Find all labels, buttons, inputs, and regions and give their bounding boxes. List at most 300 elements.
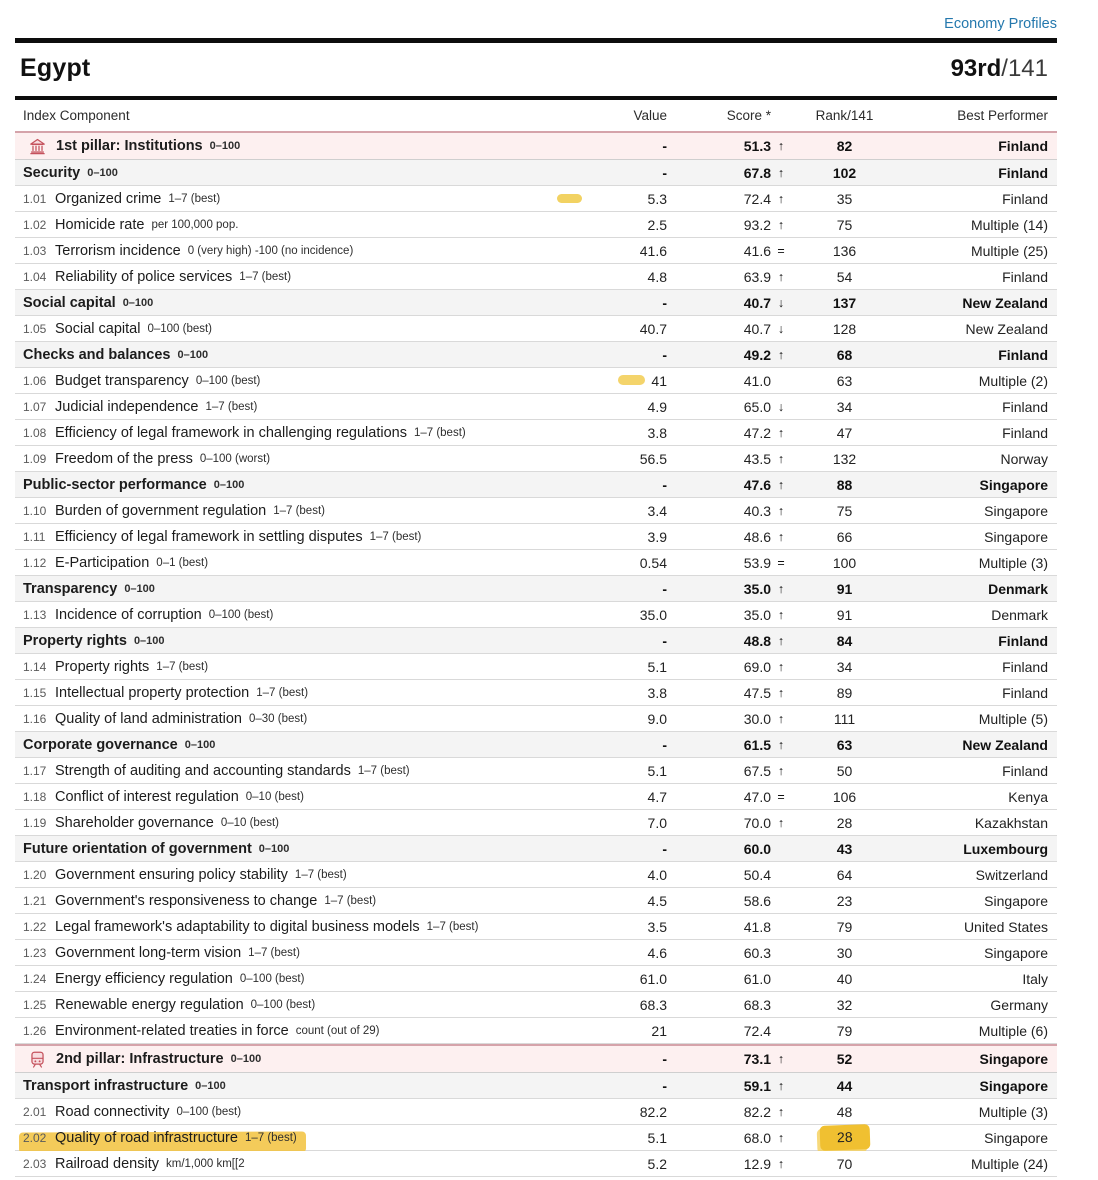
section-row bbox=[15, 342, 1057, 368]
value-cell: 4.6 bbox=[647, 944, 667, 961]
table-row bbox=[15, 602, 1057, 628]
component-cell bbox=[15, 997, 587, 1013]
score-value: 70.0 bbox=[743, 814, 771, 831]
component-number: 1.06 bbox=[23, 373, 47, 388]
score-cell bbox=[667, 477, 787, 493]
value-cell: 5.1 bbox=[647, 658, 667, 675]
rank-cell: 43 bbox=[836, 840, 853, 857]
component-cell bbox=[15, 555, 587, 571]
table-row bbox=[15, 810, 1057, 836]
component-cell bbox=[15, 165, 587, 181]
component-unit: 0–100 bbox=[195, 1079, 226, 1092]
best-performer-cell: Finland bbox=[1002, 658, 1048, 675]
value-cell: 4.5 bbox=[647, 892, 667, 909]
best-performer-cell: Multiple (3) bbox=[978, 554, 1048, 571]
component-cell bbox=[15, 243, 587, 259]
score-value: 49.2 bbox=[743, 346, 771, 363]
trend-up-icon: ↑ bbox=[777, 1104, 785, 1119]
best-performer-cell: Denmark bbox=[991, 606, 1048, 623]
component-number: 1.02 bbox=[23, 217, 47, 232]
best-performer-cell: Singapore bbox=[984, 892, 1048, 909]
rank-cell: 89 bbox=[836, 684, 853, 701]
component-unit: 1–7 (best) bbox=[324, 894, 377, 907]
component-number: 1.23 bbox=[23, 945, 47, 960]
score-cell bbox=[667, 425, 787, 441]
component-label: Efficiency of legal framework in challenging regulations bbox=[55, 424, 407, 441]
value-cell: 4.7 bbox=[647, 788, 667, 805]
score-cell bbox=[667, 373, 787, 389]
score-value: 67.8 bbox=[743, 164, 771, 181]
value-cell: 5.1 bbox=[647, 762, 667, 779]
score-cell bbox=[667, 737, 787, 753]
score-value: 68.0 bbox=[743, 1129, 771, 1146]
rank-cell: 70 bbox=[836, 1155, 853, 1172]
component-number: 2.01 bbox=[23, 1104, 47, 1119]
component-cell bbox=[15, 1050, 587, 1069]
trend-up-icon: ↑ bbox=[777, 269, 785, 284]
component-cell bbox=[15, 945, 587, 961]
score-cell bbox=[667, 997, 787, 1013]
component-cell bbox=[15, 893, 587, 909]
component-unit: 0–100 bbox=[230, 1053, 262, 1065]
best-performer-cell: Singapore bbox=[984, 944, 1048, 961]
value-cell: 5.1 bbox=[647, 1129, 667, 1146]
rank-cell: 132 bbox=[832, 450, 857, 467]
component-unit: 1–7 (best) bbox=[357, 764, 410, 777]
component-unit: 1–7 (best) bbox=[369, 530, 422, 543]
score-cell bbox=[667, 659, 787, 675]
component-unit: 1–7 (best) bbox=[168, 192, 221, 205]
rank-cell: 63 bbox=[836, 372, 853, 389]
component-label: Corporate governance bbox=[23, 736, 178, 753]
component-cell bbox=[15, 503, 587, 519]
trend-up-icon: ↑ bbox=[777, 1156, 785, 1171]
best-performer-cell: Multiple (2) bbox=[978, 372, 1048, 389]
trend-up-icon: ↑ bbox=[777, 659, 785, 674]
score-cell bbox=[667, 789, 787, 805]
component-unit: 0–100 bbox=[87, 166, 118, 179]
component-number: 1.24 bbox=[23, 971, 47, 986]
component-unit: 1–7 (best) bbox=[273, 504, 325, 517]
component-label: Security bbox=[23, 164, 81, 181]
score-value: 93.2 bbox=[743, 216, 771, 233]
section-row bbox=[15, 290, 1057, 316]
component-number: 1.22 bbox=[23, 919, 47, 934]
score-value: 61.5 bbox=[743, 736, 771, 753]
value-cell: - bbox=[662, 138, 667, 154]
table-row bbox=[15, 420, 1057, 446]
trend-up-icon: ↑ bbox=[777, 503, 785, 518]
best-performer-cell: United States bbox=[963, 918, 1048, 935]
score-cell bbox=[667, 1051, 787, 1067]
best-performer-cell: New Zealand bbox=[962, 294, 1048, 311]
rank-cell: 91 bbox=[836, 606, 853, 623]
best-performer-cell: Finland bbox=[1002, 762, 1048, 779]
component-cell bbox=[15, 581, 587, 597]
component-unit: 0–1 (best) bbox=[156, 556, 209, 569]
best-performer-cell: Denmark bbox=[988, 580, 1048, 597]
yellow-highlight-mark bbox=[618, 375, 645, 385]
section-row bbox=[15, 472, 1057, 498]
best-performer-cell: Multiple (25) bbox=[970, 242, 1048, 259]
component-label: Transport infrastructure bbox=[23, 1077, 189, 1094]
rank-cell: 100 bbox=[832, 554, 857, 571]
trend-up-icon: ↑ bbox=[777, 1052, 785, 1066]
table-row bbox=[15, 706, 1057, 732]
trend-up-icon: ↑ bbox=[777, 529, 785, 544]
trend-down-icon: ↓ bbox=[777, 295, 785, 310]
title-row bbox=[15, 43, 1057, 96]
score-cell bbox=[667, 919, 787, 935]
component-number: 1.12 bbox=[23, 555, 47, 570]
component-label: Energy efficiency regulation bbox=[55, 970, 233, 987]
value-cell: 9.0 bbox=[647, 710, 667, 727]
component-unit: 0–100 bbox=[177, 348, 209, 361]
rank-cell: 66 bbox=[836, 528, 853, 545]
component-number: 1.20 bbox=[23, 867, 47, 882]
component-label: 2nd pillar: Infrastructure bbox=[56, 1051, 224, 1067]
component-label: Incidence of corruption bbox=[55, 606, 202, 623]
score-cell bbox=[667, 321, 787, 337]
rank-cell: 88 bbox=[836, 476, 853, 493]
value-cell: 3.5 bbox=[647, 918, 667, 935]
component-unit: 0–100 (best) bbox=[208, 608, 274, 621]
score-cell bbox=[667, 1156, 787, 1172]
table-row bbox=[15, 914, 1057, 940]
trend-up-icon: ↑ bbox=[777, 685, 785, 700]
component-label: Reliability of police services bbox=[55, 268, 233, 285]
score-value: 61.0 bbox=[743, 970, 771, 987]
best-performer-cell: Norway bbox=[1000, 450, 1048, 467]
best-performer-cell: Multiple (3) bbox=[978, 1103, 1048, 1120]
best-performer-cell: Kenya bbox=[1008, 788, 1048, 805]
component-label: Transparency bbox=[23, 580, 118, 597]
component-unit: 1–7 (best) bbox=[248, 946, 300, 959]
best-performer-cell: Multiple (5) bbox=[978, 710, 1048, 727]
rank-cell: 79 bbox=[836, 918, 853, 935]
yellow-highlight-mark: 28 bbox=[819, 1124, 869, 1151]
component-unit: 0–100 (worst) bbox=[199, 452, 271, 465]
component-label: Property rights bbox=[55, 658, 150, 675]
header-value: Value bbox=[633, 108, 667, 123]
component-number: 1.05 bbox=[23, 321, 47, 336]
rank-cell: 68 bbox=[836, 346, 853, 363]
component-label: Quality of land administration bbox=[55, 710, 242, 727]
score-cell bbox=[667, 295, 787, 311]
table-row bbox=[15, 186, 1057, 212]
score-value: 47.6 bbox=[743, 476, 771, 493]
value-cell: - bbox=[662, 736, 667, 753]
rank-cell: 40 bbox=[836, 970, 853, 987]
component-unit: 0–100 (best) bbox=[250, 998, 316, 1011]
overall-rank-total: /141 bbox=[1001, 55, 1048, 82]
header-rank: Rank/141 bbox=[815, 108, 874, 123]
value-cell: - bbox=[662, 1051, 667, 1067]
component-label: Legal framework's adaptability to digital business models bbox=[55, 918, 420, 935]
page-title: Egypt bbox=[20, 54, 91, 82]
table-row bbox=[15, 1125, 1057, 1151]
value-cell: 2.5 bbox=[647, 216, 667, 233]
score-value: 30.0 bbox=[743, 710, 771, 727]
best-performer-cell: Luxembourg bbox=[963, 840, 1048, 857]
best-performer-cell: Switzerland bbox=[975, 866, 1048, 883]
component-label: Railroad density bbox=[55, 1155, 159, 1172]
rank-cell: 63 bbox=[836, 736, 853, 753]
score-value: 60.0 bbox=[743, 840, 771, 857]
score-value: 60.3 bbox=[743, 944, 771, 961]
component-cell bbox=[15, 451, 587, 467]
component-unit: 0–10 (best) bbox=[245, 790, 304, 803]
score-value: 12.9 bbox=[743, 1155, 771, 1172]
score-cell bbox=[667, 269, 787, 285]
component-cell bbox=[15, 1130, 587, 1146]
best-performer-cell: New Zealand bbox=[965, 320, 1048, 337]
table-row bbox=[15, 212, 1057, 238]
component-unit: 0–100 bbox=[124, 582, 155, 595]
table-row bbox=[15, 784, 1057, 810]
component-cell bbox=[15, 425, 587, 441]
value-cell: - bbox=[662, 294, 667, 311]
index-component-table bbox=[15, 100, 1057, 1177]
component-label: Public-sector performance bbox=[23, 476, 207, 493]
section-row bbox=[15, 576, 1057, 602]
value-cell: - bbox=[662, 164, 667, 181]
score-cell bbox=[667, 1078, 787, 1094]
component-cell bbox=[15, 399, 587, 415]
rank-cell: 28 bbox=[836, 814, 853, 831]
rank-cell: 137 bbox=[832, 294, 857, 311]
value-cell: 41 bbox=[651, 372, 667, 389]
trend-up-icon: ↑ bbox=[777, 607, 785, 622]
component-number: 1.08 bbox=[23, 425, 47, 440]
trend-equal-icon: = bbox=[777, 243, 785, 258]
component-cell bbox=[15, 1023, 587, 1039]
trend-equal-icon: = bbox=[777, 789, 785, 804]
trend-up-icon: ↑ bbox=[777, 425, 785, 440]
rank-cell: 34 bbox=[836, 658, 853, 675]
component-number: 1.01 bbox=[23, 191, 47, 206]
score-cell bbox=[667, 867, 787, 883]
component-unit: 0–30 (best) bbox=[249, 712, 308, 725]
component-unit: 0–100 bbox=[122, 296, 154, 309]
section-row bbox=[15, 160, 1057, 186]
best-performer-cell: Singapore bbox=[979, 1077, 1048, 1094]
score-cell bbox=[667, 1104, 787, 1120]
score-value: 82.2 bbox=[743, 1103, 771, 1120]
component-unit: 1–7 (best) bbox=[244, 1131, 297, 1144]
trend-up-icon: ↑ bbox=[777, 633, 785, 648]
component-label: E-Participation bbox=[55, 554, 150, 571]
score-value: 35.0 bbox=[743, 606, 771, 623]
value-cell: 7.0 bbox=[647, 814, 667, 831]
score-value: 35.0 bbox=[743, 580, 771, 597]
best-performer-cell: Singapore bbox=[979, 1051, 1048, 1067]
trend-up-icon: ↑ bbox=[777, 581, 785, 596]
score-value: 41.8 bbox=[743, 918, 771, 935]
component-unit: 0–100 bbox=[213, 478, 245, 491]
value-cell: 41.6 bbox=[639, 242, 667, 259]
value-cell: - bbox=[662, 632, 667, 649]
component-unit: 1–7 (best) bbox=[205, 400, 258, 413]
score-cell bbox=[667, 1130, 787, 1146]
trend-up-icon: ↑ bbox=[777, 1078, 785, 1093]
component-cell bbox=[15, 815, 587, 831]
component-unit: 0–100 (best) bbox=[195, 374, 261, 387]
best-performer-cell: Singapore bbox=[984, 528, 1048, 545]
component-label: Checks and balances bbox=[23, 346, 171, 363]
component-number: 1.16 bbox=[23, 711, 47, 726]
best-performer-cell: Finland bbox=[1002, 268, 1048, 285]
component-cell bbox=[15, 607, 587, 623]
component-number: 1.11 bbox=[23, 529, 46, 544]
component-cell bbox=[15, 321, 587, 337]
component-number: 1.17 bbox=[23, 763, 47, 778]
score-value: 48.8 bbox=[743, 632, 771, 649]
component-unit: km/1,000 km[[2 bbox=[165, 1157, 245, 1170]
table-row bbox=[15, 264, 1057, 290]
component-label: Road connectivity bbox=[55, 1103, 170, 1120]
component-label: Government long-term vision bbox=[55, 944, 242, 961]
score-cell bbox=[667, 607, 787, 623]
value-cell: 0.54 bbox=[639, 554, 667, 571]
table-row bbox=[15, 862, 1057, 888]
best-performer-cell: Finland bbox=[998, 164, 1048, 181]
value-cell: 4.0 bbox=[647, 866, 667, 883]
table-row bbox=[15, 1018, 1057, 1044]
best-performer-cell: Singapore bbox=[984, 1129, 1048, 1146]
rank-cell: 128 bbox=[832, 320, 857, 337]
component-cell bbox=[15, 295, 587, 311]
economy-profiles-link[interactable]: Economy Profiles bbox=[944, 16, 1057, 32]
table-row bbox=[15, 238, 1057, 264]
score-cell bbox=[667, 399, 787, 415]
table-row bbox=[15, 498, 1057, 524]
section-row bbox=[15, 732, 1057, 758]
table-row bbox=[15, 368, 1057, 394]
best-performer-cell: New Zealand bbox=[962, 736, 1048, 753]
component-cell bbox=[15, 529, 587, 545]
component-unit: 0–100 (best) bbox=[176, 1105, 242, 1118]
score-value: 50.4 bbox=[743, 866, 771, 883]
rank-cell: 106 bbox=[832, 788, 857, 805]
score-cell bbox=[667, 165, 787, 181]
component-number: 2.03 bbox=[23, 1156, 47, 1171]
score-cell bbox=[667, 841, 787, 857]
table-row bbox=[15, 1151, 1057, 1177]
component-label: Property rights bbox=[23, 632, 127, 649]
header-index-component: Index Component bbox=[23, 108, 130, 123]
score-cell bbox=[667, 633, 787, 649]
rank-cell: 75 bbox=[836, 216, 853, 233]
rank-cell: 44 bbox=[836, 1077, 853, 1094]
rank-cell: 82 bbox=[836, 138, 853, 154]
rank-cell: 34 bbox=[836, 398, 853, 415]
value-cell: - bbox=[662, 580, 667, 597]
value-cell: - bbox=[662, 1077, 667, 1094]
rank-cell: 54 bbox=[836, 268, 853, 285]
component-unit: per 100,000 pop. bbox=[151, 218, 239, 231]
table-row bbox=[15, 940, 1057, 966]
best-performer-cell: Singapore bbox=[979, 476, 1048, 493]
best-performer-cell: Singapore bbox=[984, 502, 1048, 519]
component-label: Environment-related treaties in force bbox=[55, 1022, 289, 1039]
best-performer-cell: Finland bbox=[1002, 424, 1048, 441]
component-number: 1.19 bbox=[23, 815, 47, 830]
best-performer-cell: Germany bbox=[990, 996, 1048, 1013]
value-cell: - bbox=[662, 476, 667, 493]
score-value: 68.3 bbox=[743, 996, 771, 1013]
score-cell bbox=[667, 503, 787, 519]
trend-up-icon: ↑ bbox=[777, 217, 785, 232]
pillar-row bbox=[15, 1044, 1057, 1073]
score-value: 53.9 bbox=[743, 554, 771, 571]
component-cell bbox=[15, 971, 587, 987]
table-row bbox=[15, 1099, 1057, 1125]
component-number: 1.07 bbox=[23, 399, 47, 414]
score-cell bbox=[667, 1023, 787, 1039]
score-value: 41.6 bbox=[743, 242, 771, 259]
trend-down-icon: ↓ bbox=[777, 321, 785, 336]
score-value: 59.1 bbox=[743, 1077, 771, 1094]
table-row bbox=[15, 394, 1057, 420]
best-performer-cell: Finland bbox=[998, 632, 1048, 649]
component-cell bbox=[15, 1078, 587, 1094]
header-score: Score * bbox=[726, 108, 771, 123]
component-label: Future orientation of government bbox=[23, 840, 252, 857]
component-label: Strength of auditing and accounting standards bbox=[55, 762, 351, 779]
component-unit: 1–7 (best) bbox=[239, 270, 292, 283]
table-row bbox=[15, 680, 1057, 706]
trend-up-icon: ↑ bbox=[777, 139, 785, 153]
table-row bbox=[15, 550, 1057, 576]
rank-cell: 102 bbox=[832, 164, 857, 181]
component-number: 1.14 bbox=[23, 659, 47, 674]
rank-cell: 47 bbox=[836, 424, 853, 441]
score-value: 69.0 bbox=[743, 658, 771, 675]
component-cell bbox=[15, 477, 587, 493]
score-cell bbox=[667, 451, 787, 467]
rank-cell: 35 bbox=[836, 190, 853, 207]
score-cell bbox=[667, 191, 787, 207]
component-unit: 0–100 (best) bbox=[147, 322, 213, 335]
value-cell: 4.8 bbox=[647, 268, 667, 285]
component-cell bbox=[15, 737, 587, 753]
table-row bbox=[15, 654, 1057, 680]
score-value: 73.1 bbox=[743, 1051, 771, 1067]
component-cell bbox=[15, 659, 587, 675]
score-value: 40.7 bbox=[743, 294, 771, 311]
component-cell bbox=[15, 867, 587, 883]
rank-cell: 111 bbox=[833, 710, 856, 727]
component-number: 1.13 bbox=[23, 607, 47, 622]
best-performer-cell: Multiple (24) bbox=[970, 1155, 1048, 1172]
component-number: 1.25 bbox=[23, 997, 47, 1012]
score-value: 48.6 bbox=[743, 528, 771, 545]
component-label: Shareholder governance bbox=[55, 814, 214, 831]
score-cell bbox=[667, 347, 787, 363]
best-performer-cell: Finland bbox=[1002, 190, 1048, 207]
score-value: 72.4 bbox=[743, 190, 771, 207]
component-cell bbox=[15, 269, 587, 285]
score-value: 51.3 bbox=[743, 138, 771, 154]
component-label: Terrorism incidence bbox=[55, 242, 181, 259]
value-cell: 3.8 bbox=[647, 684, 667, 701]
component-label: Budget transparency bbox=[55, 372, 189, 389]
score-value: 40.7 bbox=[743, 320, 771, 337]
trend-up-icon: ↑ bbox=[777, 815, 785, 830]
component-label: Burden of government regulation bbox=[55, 502, 267, 519]
component-number: 1.26 bbox=[23, 1023, 47, 1038]
